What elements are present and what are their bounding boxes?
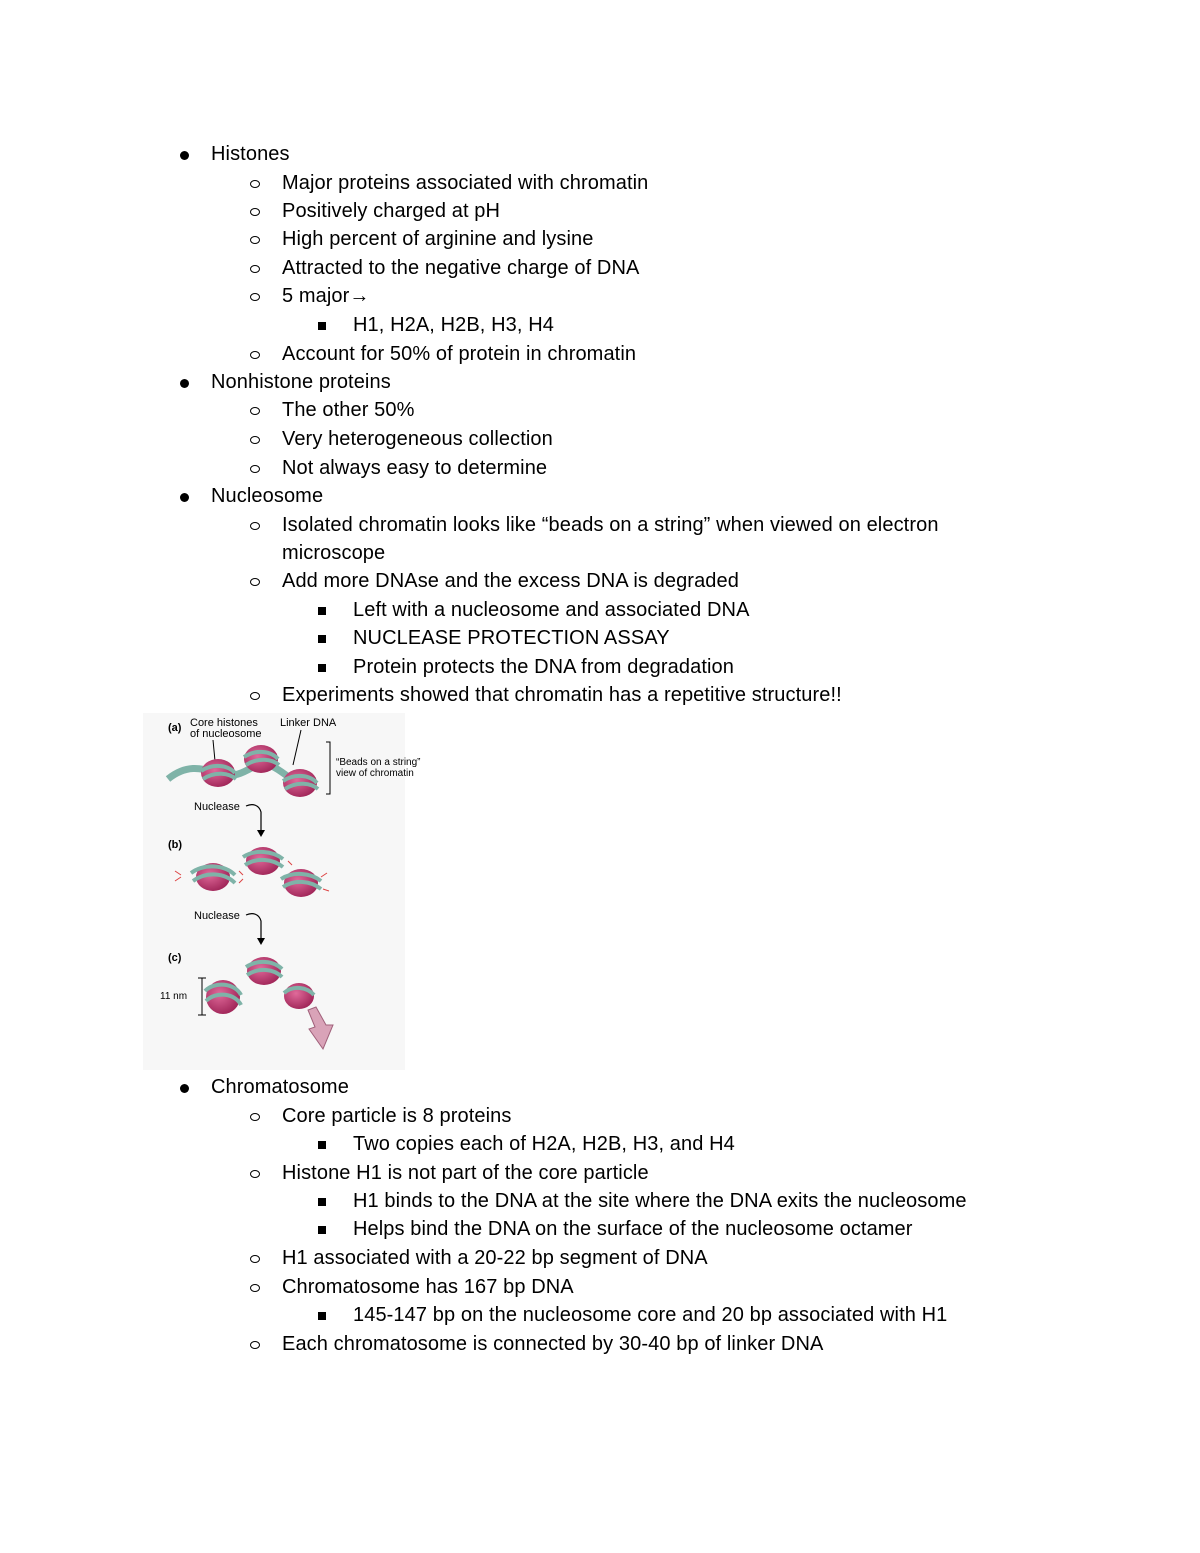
circle-bullet-icon <box>250 436 260 444</box>
nucleosome-figure <box>143 713 421 1070</box>
figure-label-b: (b) <box>168 839 183 851</box>
figure-nuclease-label: Nuclease <box>194 801 240 813</box>
bullet-dot-icon <box>180 1084 189 1093</box>
square-bullet-icon <box>318 322 326 330</box>
circle-bullet-icon <box>250 180 260 188</box>
figure-beads-label: “Beads on a string” <box>336 757 421 768</box>
figure-label-a: (a) <box>168 722 182 734</box>
circle-bullet-icon <box>250 236 260 244</box>
circle-bullet-icon <box>250 578 260 586</box>
figure-core-histones-label: of nucleosome <box>190 728 262 740</box>
figure-nuclease-label: Nuclease <box>194 910 240 922</box>
square-bullet-icon <box>318 1226 326 1234</box>
circle-bullet-icon <box>250 351 260 359</box>
heading-histones: Histones <box>211 143 290 165</box>
square-bullet-icon <box>318 635 326 643</box>
square-bullet-icon <box>318 1312 326 1320</box>
figure-beads-label: view of chromatin <box>336 768 414 779</box>
figure-scale-label: 11 nm <box>160 991 188 1002</box>
heading-chromatosome: Chromatosome <box>211 1076 349 1098</box>
circle-bullet-icon <box>250 1284 260 1292</box>
figure-linker-dna-label: Linker DNA <box>280 717 337 729</box>
heading-nonhistone: Nonhistone proteins <box>211 371 391 393</box>
square-bullet-icon <box>318 1198 326 1206</box>
circle-bullet-icon <box>250 1341 260 1349</box>
circle-bullet-icon <box>250 522 260 530</box>
square-bullet-icon <box>318 664 326 672</box>
figure-label-c: (c) <box>168 952 182 964</box>
circle-bullet-icon <box>250 265 260 273</box>
bullet-dot-icon <box>180 493 189 502</box>
circle-bullet-icon <box>250 692 260 700</box>
circle-bullet-icon <box>250 208 260 216</box>
circle-bullet-icon <box>250 1170 260 1178</box>
circle-bullet-icon <box>250 465 260 473</box>
square-bullet-icon <box>318 607 326 615</box>
heading-nucleosome: Nucleosome <box>211 485 324 507</box>
circle-bullet-icon <box>250 1255 260 1263</box>
circle-bullet-icon <box>250 1113 260 1121</box>
square-bullet-icon <box>318 1141 326 1149</box>
bullet-dot-icon <box>180 151 189 160</box>
circle-bullet-icon <box>250 407 260 415</box>
circle-bullet-icon <box>250 293 260 301</box>
figure-core-histones-label: Core histones <box>190 717 258 729</box>
bullet-dot-icon <box>180 379 189 388</box>
